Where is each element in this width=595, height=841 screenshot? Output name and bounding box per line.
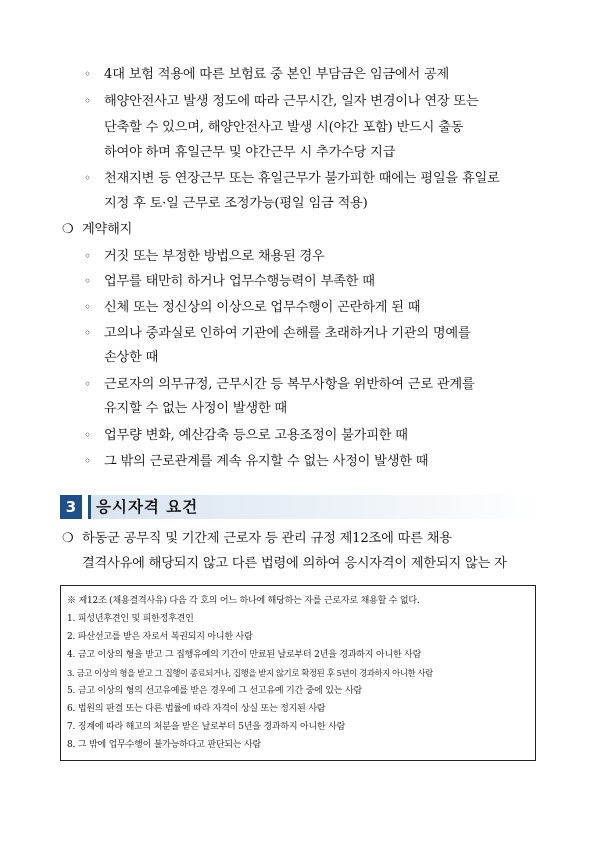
- circle-bullet-icon: ◦: [84, 249, 91, 263]
- circle-bullet-icon: ◦: [84, 94, 91, 108]
- body-line-10: [84, 299, 420, 316]
- body-line-15: [84, 427, 408, 444]
- circle-bullet-icon: ◦: [84, 326, 91, 340]
- body-line-16: [84, 453, 428, 470]
- body-line-text: 천재지변 등 연장근무 또는 휴일근무가 불가피한 때에는 평일을 휴일로: [104, 171, 500, 186]
- body-line-text: 해양안전사고 발생 정도에 따라 근무시간, 일자 변경이나 연장 또는: [104, 94, 479, 109]
- section-line-text: 하동군 공무직 및 기간제 근로자 등 관리 규정 제12조에 따른 채용: [82, 531, 452, 546]
- body-line-9: [84, 273, 375, 290]
- body-line-text: 계약해지: [82, 222, 133, 237]
- note-header: ※ 제12조 (채용결격사유) 다음 각 호의 어느 하나에 해당하는 자를 근로자로 채용할 수 없다.: [67, 596, 420, 606]
- body-line-text: 하여야 하며 휴일근무 및 야간근무 시 추가수당 지급: [104, 145, 396, 160]
- body-line-text: 고의나 중과실로 인하여 기관에 손해를 초래하거나 기관의 명예를: [104, 326, 471, 341]
- body-line-text: 신체 또는 정신상의 이상으로 업무수행이 곤란하게 된 때: [104, 300, 421, 315]
- body-line-text: 4대 보험 적용에 따른 보험료 중 본인 부담금은 임금에서 공제: [104, 67, 450, 82]
- body-line-13: [84, 376, 475, 393]
- body-line-text: 단축할 수 있으며, 해양안전사고 발생 시(야간 포함) 반드시 출동: [104, 120, 464, 135]
- body-line-text: 손상한 때: [104, 350, 159, 365]
- circle-bullet-icon: ◦: [84, 377, 91, 391]
- section-number-badge: 3: [60, 495, 82, 519]
- body-line-12: [104, 350, 158, 366]
- circle-bullet-icon: ◦: [84, 454, 91, 468]
- body-line-11: [84, 325, 471, 342]
- hollow-circle-bullet-icon: ❍: [62, 531, 74, 546]
- circle-bullet-icon: ◦: [84, 274, 91, 288]
- body-line-text: 업무량 변화, 예산감축 등으로 고용조정이 불가피한 때: [104, 428, 408, 443]
- section-line-text: 결격사유에 해당되지 않고 다른 법령에 의하여 응시자격이 제한되지 않는 자: [82, 556, 507, 571]
- body-line-text: 지정 후 토·일 근무로 조정가능(평일 임금 적용): [104, 196, 368, 211]
- body-line-4: [104, 145, 395, 161]
- section-title: 응시자격 요건: [96, 498, 199, 516]
- body-line-text: 그 밖의 근로관계를 계속 유지할 수 없는 사정이 발생한 때: [104, 454, 429, 469]
- body-line-1: [84, 66, 449, 83]
- body-line-text: 유지할 수 없는 사정이 발생한 때: [104, 401, 287, 416]
- body-line-text: 업무를 태만히 하거나 업무수행능력이 부족한 때: [104, 274, 375, 289]
- section-line-1: [62, 531, 452, 547]
- body-line-14: [104, 401, 287, 417]
- note-item: 8. 그 밖에 업무수행이 불가능하다고 판단되는 사람: [67, 740, 262, 750]
- note-item: 4. 금고 이상의 형을 받고 그 집행유예의 기간이 만료된 날로부터 2년을 경과하지 아니한 사람: [67, 650, 422, 660]
- note-item: 3. 금고 이상의 형을 받고 그 집행이 종료되거나, 집행을 받지 않기로 확정된 후 5년이 경과하지 아니한 사람: [67, 668, 433, 678]
- note-item: 5. 금고 이상의 형의 선고유예를 받은 경우에 그 선고유예 기간 중에 있는 사람: [67, 686, 362, 696]
- disqualification-note-box: [60, 585, 536, 761]
- circle-bullet-icon: ◦: [84, 428, 91, 442]
- body-line-5: [84, 170, 500, 187]
- body-line-text: 거짓 또는 부정한 방법으로 채용된 경우: [104, 249, 325, 264]
- note-item: 7. 징계에 따라 해고의 처분을 받은 날로부터 5년을 경과하지 아니한 사람: [67, 722, 346, 732]
- body-line-text: 근로자의 의무규정, 근무시간 등 복무사항을 위반하여 근로 관계를: [104, 377, 475, 392]
- body-line-2: [84, 93, 478, 110]
- heading-contract-termination: [62, 222, 132, 238]
- section-line-2: [82, 556, 507, 572]
- hollow-circle-bullet-icon: ❍: [62, 222, 74, 237]
- circle-bullet-icon: ◦: [84, 67, 91, 81]
- circle-bullet-icon: ◦: [84, 300, 91, 314]
- body-line-6: [104, 196, 368, 212]
- note-item: 6. 법원의 판결 또는 다른 법률에 따라 자격이 상실 또는 정지된 사람: [67, 704, 326, 714]
- note-item: 1. 피성년후견인 및 피한정후견인: [67, 614, 194, 624]
- body-line-8: [84, 248, 325, 265]
- note-item: 2. 파산선고를 받은 자로서 복권되지 아니한 사람: [67, 632, 253, 642]
- body-line-3: [104, 120, 463, 136]
- circle-bullet-icon: ◦: [84, 171, 91, 185]
